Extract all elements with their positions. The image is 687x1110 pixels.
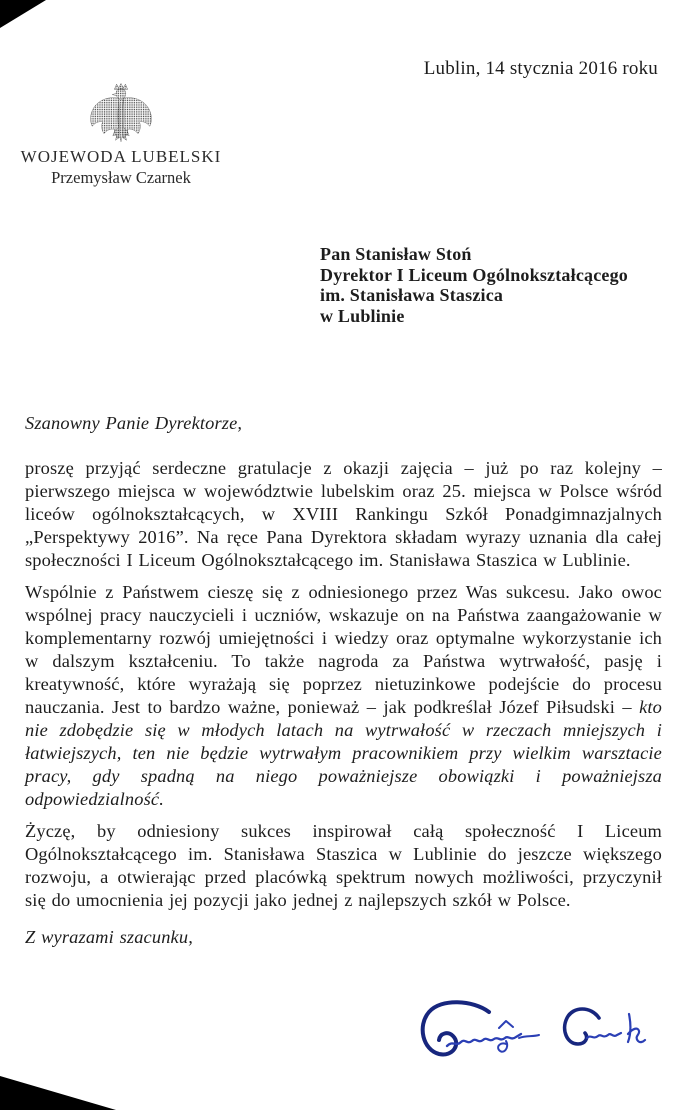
office-title: WOJEWODA LUBELSKI [20,147,222,166]
paragraph-2-text: Wspólnie z Państwem cieszę się z odniesionego przez Was sukcesu. Jako owoc wspólnej pracy nauczycieli i uczniów, wskazuje on na Państwa zaangażowanie w komplementarny rozwój umiejętności i wiedzy oraz optymalne wykorzystanie ich w dalszym kształceniu. To także nagroda za Państwa wytrwałość, pasję i kreatywność, które wyrażają się poprzez nietuzinkowe podejście do procesu nauczania. Jest to bardzo ważne, ponieważ – jak podkreślał Józef Piłsudski – [25,582,662,717]
handwritten-signature-icon [403,998,653,1076]
officeholder-name: Przemysław Czarnek [51,168,191,187]
paragraph-1: proszę przyjąć serdeczne gratulacje z okazji zajęcia – już po raz kolejny – pierwszego miejsca w województwie lubelskim oraz 25. miejsca w Polsce wśród liceów ogólnokształcących, w XVIII Rankingu Szkół Ponadgimnazjalnych „Perspektywy 2016”. Na ręce Pana Dyrektora składam wyrazy uznania dla całej społeczności I Liceum Ogólnokształcącego im. Stanisława Staszica w Lublinie. [25,458,662,570]
letterhead [15,82,227,188]
polish-eagle-emblem-icon [84,82,158,144]
salutation: Szanowny Panie Dyrektorze, [25,413,243,433]
addressee-line: w Lublinie [320,305,405,326]
addressee-line: Pan Stanisław Stoń [320,244,472,264]
addressee-line: Dyrektor I Liceum Ogólnokształcącego [320,264,628,285]
pilsudski-quote: kto nie zdobędzie się w młodych latach na wytrwałość w rzeczach mniejszych i łatwiejszych, ten nie będzie wytrwałym pracownikiem przy wielkim warsztacie pracy, gdy spadną na niego poważniejsze obowiązki i poważniejsza odpowiedzialność. [25,697,662,809]
scan-corner-artifact-bottom-left [0,1076,116,1110]
scan-corner-artifact-top-left [0,0,46,28]
addressee-line: im. Stanisława Staszica [320,285,504,305]
letter-body [25,412,662,949]
closing-phrase: Z wyrazami szacunku, [25,927,193,947]
date-line: Lublin, 14 stycznia 2016 roku [423,58,658,79]
addressee-block [320,244,628,326]
paragraph-2 [25,581,662,811]
paragraph-3: Życzę, by odniesiony sukces inspirował całą społeczność I Liceum Ogólnokształcącego im. Stanisława Staszica w Lublinie do jeszcze większego rozwoju, a otwierając przed placówką spektrum nowych możliwości, przyczynił się do umocnienia jej pozycji jako jednej z najlepszych szkół w Polsce. [25,821,662,910]
